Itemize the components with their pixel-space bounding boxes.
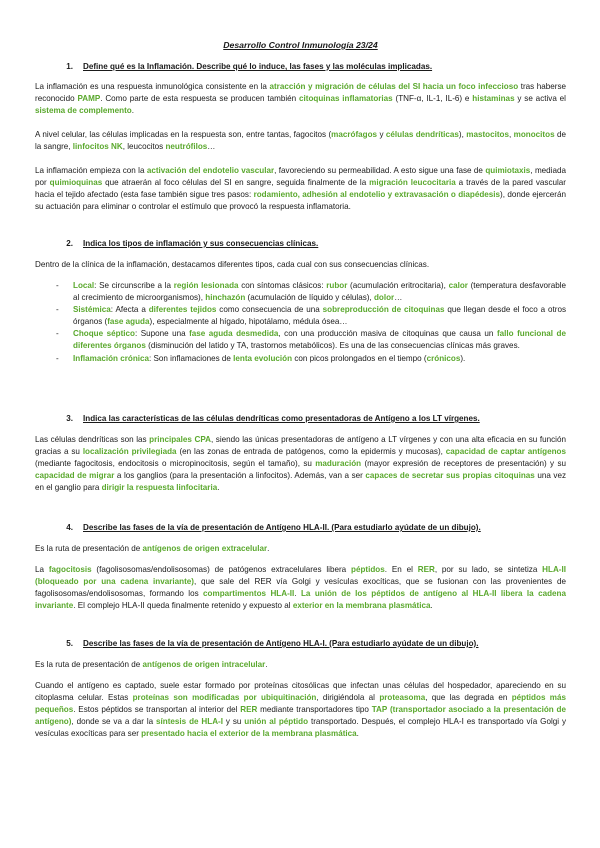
q4-paragraph-2: La fagocitosis (fagolisosomas/endolisosomas) de patógenos extracelulares libera péptidos. En el RER, por su lado, se sintetiza HLA-II (bloqueado por una cadena invariante), que sale del RER vía Golgi y vesículas exocíticas, que se fusionan con las provenientes de fagolisosomas/endolisosomas, formando los compartimentos HLA-II. La unión de los péptidos de antígeno al HLA-II libera la cadena invariante. El complejo HLA-II queda finalmente retenido y expuesto al exterior en la membrana plasmática. [35,565,566,611]
highlight: HLA-II (bloqueado por una cadena invariante) [35,565,566,587]
highlight: neutrófilos [165,142,208,152]
highlight: proteínas son modificadas por ubiquitinación [132,693,317,703]
highlight: citoquinas inflamatorias [299,94,393,104]
highlight: quimioquinas [49,178,103,188]
highlight: sistema de complemento [35,106,132,116]
question-number: 1. [66,62,73,71]
list-item-sistemica: - Sistémica: Afecta a diferentes tejidos como consecuencia de una sobreproducción de citoquinas que llegan desde el foco a otros órganos (fase aguda), especialmente al hígado, hipotálamo, médula ósea… [56,305,566,327]
inflammation-types-list [35,280,566,365]
question-text: Indica los tipos de inflamación y sus consecuencias clínicas. [83,239,319,248]
highlight: proteasoma [379,693,426,703]
q2-intro: Dentro de la clínica de la inflamación, destacamos diferentes tipos, cada cual con sus consecuencias clínicas. [35,260,430,269]
list-dash: - [56,281,59,290]
list-item-choque-septico: - Choque séptico: Supone una fase aguda desmedida, con una producción masiva de citoquinas que causa un fallo funcional de diferentes órganos (disminución del latido y TA, trastornos metabólicos). Es una de las consecuencias clínicas más graves. [56,329,566,351]
question-number: 4. [66,523,73,532]
highlight: fagocitosis [48,565,92,574]
highlight: exterior en la membrana plasmática [292,601,431,611]
highlight: diferentes tejidos [148,305,217,315]
list-dash: - [56,353,59,363]
highlight: compartimentos HLA-II [203,589,295,599]
highlight: principales CPA [149,435,211,444]
highlight: antígenos de origen intracelular [142,660,266,669]
highlight: rodamiento, adhesión al endotelio y extravasación o diapédesis [253,190,501,200]
highlight: RER [417,565,435,574]
question-number: 3. [66,414,73,423]
question-number: 5. [66,639,73,648]
highlight: localización privilegiada [82,447,177,457]
highlight: fase aguda [107,317,150,327]
highlight: PAMP [77,94,101,104]
highlight: antígenos de origen extracelular [142,544,268,553]
q1-paragraph-2: A nivel celular, las células implicadas en la respuesta son, entre tantas, fagocitos (macrófagos y células dendríticas), mastocitos, monocitos de la sangre, linfocitos NK, leucocitos neutrófilos… [35,130,566,152]
highlight: fallo funcional de diferentes órganos [73,329,566,351]
list-item-cronica: - Inflamación crónica: Son inflamaciones de lenta evolución con picos prolongados en el tiempo (crónicos). [35,353,566,365]
highlight: péptidos [351,565,385,574]
question-3-heading [35,413,566,425]
highlight: capacidad de captar antígenos [445,447,566,457]
highlight: Sistémica [73,305,111,315]
question-5-heading [35,638,566,650]
highlight: células dendríticas [385,130,459,139]
question-2-heading [35,238,566,250]
highlight: rubor [326,281,348,290]
highlight: monocitos [513,130,555,139]
highlight: unión al péptido [244,717,309,727]
highlight: mastocitos [466,130,509,139]
highlight: migración leucocitaria [369,178,456,188]
q4-paragraph-1: Es la ruta de presentación de antígenos de origen extracelular. [35,544,270,553]
highlight: capaces de secretar sus propias citoquinas [365,471,535,481]
highlight: Choque séptico [73,329,135,339]
question-1-heading [35,61,566,73]
highlight: quimiotaxis [485,166,531,175]
highlight: presentado hacia el exterior de la membrana plasmática [141,729,357,739]
highlight: hinchazón [205,293,246,303]
highlight: TAP (transportador asociado a la presentación de antígeno) [35,705,567,727]
highlight: péptidos más pequeños [35,693,566,715]
highlight: Local [73,281,95,290]
list-item-local: - Local: Se circunscribe a la región lesionada con síntomas clásicos: rubor (acumulación eritrocitaria), calor (temperatura desfavorable al crecimiento de microorganismos), hinchazón (acumulación de líquido y células), dolor… [56,281,566,303]
highlight: RER [240,705,258,715]
document-title: Desarrollo Control Inmunología 23/24 [223,40,378,50]
question-text: Describe las fases de la vía de presentación de Antígeno HLA-I. (Para estudiarlo ayúdate de un dibujo). [83,639,479,648]
highlight: lenta evolución [233,353,293,363]
highlight: maduración [315,459,362,469]
highlight: dolor [373,293,395,303]
highlight: dirigir la respuesta linfocitaria [101,483,218,493]
list-dash: - [56,305,59,315]
highlight: capacidad de migrar [35,471,115,481]
highlight: macrófagos [331,130,378,139]
highlight: calor [448,281,468,290]
highlight: La unión de los péptidos de antígeno al HLA-II libera la cadena invariante [35,589,566,611]
highlight: sobreproducción de citoquinas [322,305,445,315]
highlight: activación del endotelio vascular [146,166,275,175]
question-text: Describe las fases de la vía de presentación de Antígeno HLA-II. (Para estudiarlo ayúdate de un dibujo). [83,523,481,532]
question-4-heading [35,522,566,534]
highlight: Inflamación crónica [73,353,150,363]
q1-paragraph-1: La inflamación es una respuesta inmunológica consistente en la atracción y migración de células del SI hacia un foco infeccioso tras haberse reconocido PAMP. Como parte de esta respuesta se producen también citoquinas inflamatorias (TNF-α, IL-1, IL-6) e histaminas y se activa el sistema de complemento. [35,82,566,116]
q5-paragraph-2: Cuando el antígeno es captado, suele estar formado por proteínas citosólicas que infectan unas células del hospedador, apareciendo en su citoplasma celular. Estas proteínas son modificadas por ubiquitinación, dirigiéndola al proteasoma, que las degrada en péptidos más pequeños. Estos péptidos se transportan al interior del RER mediante transportadores tipo TAP (transportador asociado a la presentación de antígeno), donde se va a dar la síntesis de HLA-I y su unión al péptido transportado. Después, el complejo HLA-I es transportado vía Golgi y vesículas exocíticas para ser presentado hacia el exterior de la membrana plasmática. [35,681,567,739]
list-dash: - [56,329,59,339]
highlight: crónicos [426,353,461,363]
question-text: Define qué es la Inflamación. Describe qué lo induce, las fases y las moléculas implicadas. [83,62,433,71]
question-number: 2. [66,239,73,248]
highlight: síntesis de HLA-I [156,717,223,727]
q3-paragraph: Las células dendríticas son las principales CPA, siendo las únicas presentadoras de antígeno a LT vírgenes y con una alta eficacia en su función gracias a su localización privilegiada (en las zonas de entrada de patógenos, como la epidermis y mucosas), capacidad de captar antígenos (mediante fagocitosis, endocitosis o micropinocitosis, según el tamaño), su maduración (mayor expresión de receptores de presentación) y su capacidad de migrar a los ganglios (para la presentación a linfocitos). Además, van a ser capaces de secretar sus propias citoquinas una vez en el ganglio para dirigir la respuesta linfocitaria. [35,435,566,493]
question-text: Indica las características de las células dendríticas como presentadoras de Antígeno a los LT vírgenes. [83,414,480,423]
q1-paragraph-3: La inflamación empieza con la activación del endotelio vascular, favoreciendo su permeabilidad. A esto sigue una fase de quimiotaxis, mediada por quimioquinas que atraerán al foco células del SI en sangre, seguida finalmente de la migración leucocitaria a través de la pared vascular hacia el tejido afectado (esta fase también sigue tres pasos: rodamiento, adhesión al endotelio y extravasación o diapédesis), donde ejercerán su actuación para eliminar o controlar el estímulo que provocó la respuesta inflamatoria. [35,166,566,212]
highlight: histaminas [472,94,515,104]
q5-paragraph-1: Es la ruta de presentación de antígenos de origen intracelular. [35,660,268,669]
highlight: fase aguda desmedida [189,329,279,339]
highlight: región lesionada [173,281,239,290]
highlight: linfocitos NK [72,142,123,152]
highlight: atracción y migración de células del SI hacia un foco infeccioso [269,82,519,91]
